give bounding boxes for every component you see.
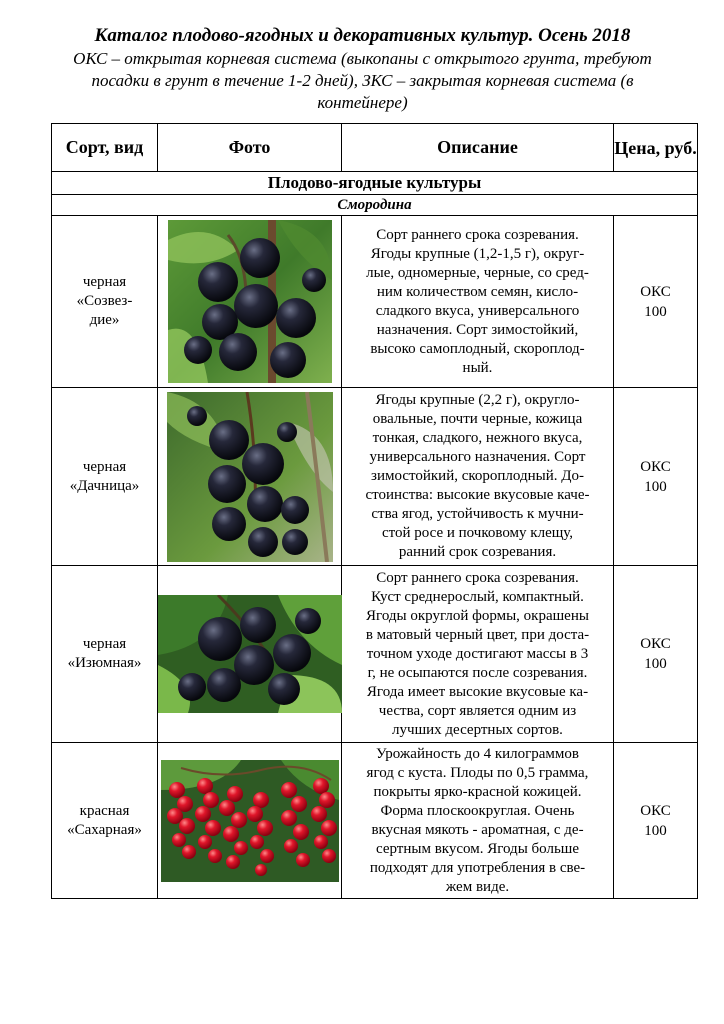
photo-cell	[158, 388, 342, 566]
description-line: в матовый черный цвет, при доста-	[365, 626, 590, 643]
description-line: ранний срок созревания.	[398, 544, 557, 560]
page-header	[30, 24, 695, 114]
legend-line-3: контейнере)	[317, 93, 408, 112]
variety-line: дие»	[89, 312, 120, 328]
photo-cell	[158, 566, 342, 743]
price-cell	[614, 216, 698, 388]
black-currant-photo	[168, 220, 332, 383]
description-line: Сорт раннего срока созревания.	[376, 569, 579, 586]
description-cell	[342, 566, 614, 743]
description-line: Куст среднерослый, компактный.	[371, 588, 584, 605]
description-line: подходят для употребления в све-	[369, 859, 586, 876]
variety-cell	[52, 216, 158, 388]
root-system-label: ОКС	[640, 283, 671, 300]
red-currant-photo	[161, 760, 339, 882]
variety-line: черная	[82, 274, 127, 290]
description-line: г, не осыпаются после созревания.	[367, 664, 588, 681]
price-value: 100	[644, 303, 667, 320]
variety-line: «Изюмная»	[67, 655, 142, 671]
description-line: покрыты ярко-красной кожицей.	[373, 783, 582, 800]
variety-cell	[52, 566, 158, 743]
description-cell	[342, 216, 614, 388]
legend-line-1: ОКС – открытая корневая система (выкопаны с открытого грунта, требуют	[73, 49, 652, 68]
description-line: ягод с куста. Плоды по 0,5 грамма,	[366, 764, 589, 781]
variety-line: черная	[82, 458, 127, 475]
table-row	[52, 216, 698, 388]
description-line: жем виде.	[445, 878, 510, 895]
description-line: зимостойкий, скороплодный. До-	[371, 468, 584, 484]
description-line: лучших десертных сортов.	[392, 721, 563, 738]
description-line: высоко самоплодный, скороплод-	[370, 340, 585, 357]
price-cell	[614, 388, 698, 566]
col-header-description: Описание	[342, 124, 614, 172]
variety-line: «Созвез-	[76, 293, 133, 309]
col-header-photo: Фото	[158, 124, 342, 172]
section-title: Плодово-ягодные культуры	[52, 172, 698, 195]
price-cell	[614, 566, 698, 743]
col-header-price: Цена, руб.	[614, 124, 698, 172]
price-cell	[614, 743, 698, 899]
black-currant-photo	[167, 392, 333, 562]
table-header-row	[52, 124, 698, 172]
root-system-label: ОКС	[640, 802, 671, 819]
description-line: стой росе и почковому клещу,	[381, 525, 574, 541]
description-line: стоинства: высокие вкусовые каче-	[365, 487, 590, 503]
description-line: Сорт раннего срока созревания.	[376, 226, 579, 243]
root-system-label: ОКС	[640, 458, 671, 475]
description-line: Ягоды крупные (2,2 г), округло-	[375, 392, 580, 408]
black-currant-photo	[158, 595, 342, 713]
description-line: ства ягод, устойчивость к мучни-	[371, 506, 584, 522]
catalog-table	[51, 123, 698, 899]
description-line: Ягоды округлой формы, окрашены	[366, 607, 589, 624]
description-line: лые, одномерные, черные, со сред-	[366, 264, 589, 281]
description-line: сертным вкусом. Ягоды больше	[375, 840, 579, 857]
section-row	[52, 172, 698, 195]
description-line: чества, сорт является одним из	[378, 702, 577, 719]
description-line: универсального назначения. Сорт	[369, 449, 586, 465]
price-value: 100	[644, 822, 667, 839]
description-line: сладкого вкуса, универсального	[375, 302, 580, 319]
variety-line: «Дачница»	[69, 477, 140, 494]
page-title: Каталог плодово-ягодных и декоративных культур. Осень 2018	[94, 25, 631, 46]
col-header-variety: Сорт, вид	[52, 124, 158, 172]
description-line: назначения. Сорт зимостойкий,	[376, 321, 579, 338]
subsection-title: Смородина	[52, 195, 698, 216]
table-row	[52, 743, 698, 899]
variety-cell	[52, 388, 158, 566]
table-row	[52, 388, 698, 566]
photo-cell	[158, 743, 342, 899]
legend-line-2: посадки в грунт в течение 1-2 дней), ЗКС – закрытая корневая система (в	[91, 71, 634, 90]
variety-cell	[52, 743, 158, 899]
description-line: тонкая, сладкого, нежного вкуса,	[372, 430, 583, 446]
description-line: овальные, почти черные, кожица	[372, 411, 583, 427]
variety-line: «Сахарная»	[67, 821, 142, 838]
price-value: 100	[644, 656, 667, 672]
subsection-row	[52, 195, 698, 216]
description-line: вкусная мякоть - ароматная, с де-	[371, 821, 584, 838]
root-system-label: ОКС	[640, 636, 671, 652]
description-line: Урожайность до 4 килограммов	[376, 745, 579, 762]
variety-line: красная	[79, 802, 130, 819]
description-line: Ягода имеет высокие вкусовые ка-	[366, 683, 589, 700]
description-cell	[342, 388, 614, 566]
description-line: Ягоды крупные (1,2-1,5 г), округ-	[370, 245, 585, 262]
table-row	[52, 566, 698, 743]
photo-cell	[158, 216, 342, 388]
description-line: Форма плоскоокруглая. Очень	[380, 802, 575, 819]
description-line: точном уходе достигают массы в 3	[366, 645, 589, 662]
description-line: ним количеством семян, кисло-	[376, 283, 579, 300]
price-value: 100	[644, 478, 667, 495]
description-line: ный.	[462, 359, 493, 376]
description-cell	[342, 743, 614, 899]
variety-line: черная	[82, 636, 127, 652]
